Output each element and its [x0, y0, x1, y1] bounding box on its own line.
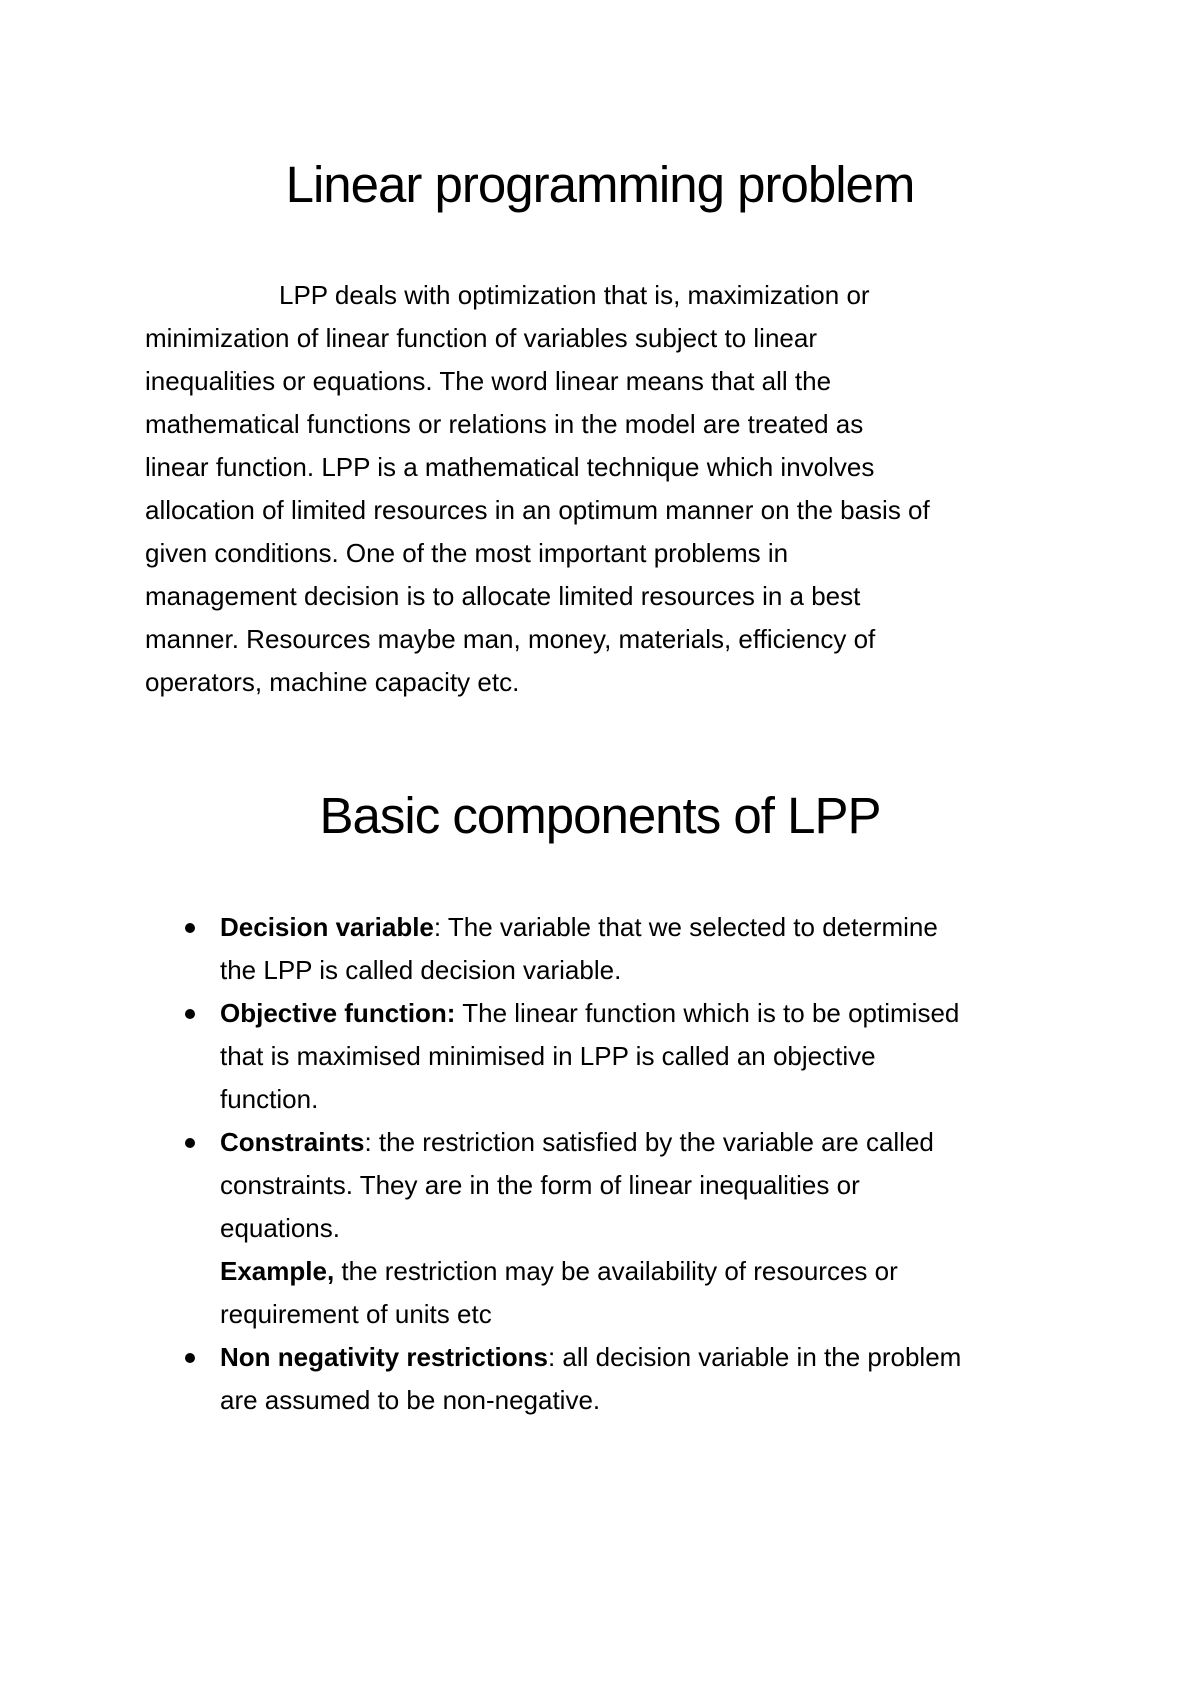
intro-line: given conditions. One of the most important problems in — [145, 538, 789, 568]
section-title: Basic components of LPP — [319, 787, 881, 844]
definition-text: The variable that we selected to determine — [441, 912, 938, 942]
intro-line: manner. Resources maybe man, money, materials, efficiency of — [145, 624, 876, 654]
list-item-line: that is maximised minimised in LPP is called an objective — [220, 1041, 876, 1071]
definition-text: the restriction satisfied by the variable are called — [371, 1127, 934, 1157]
list-item-line: constraints. They are in the form of linear inequalities or — [220, 1170, 860, 1200]
example-line: requirement of units etc — [220, 1299, 492, 1329]
list-item-line — [220, 906, 1080, 949]
example-label: Example, — [220, 1256, 335, 1286]
intro-line: minimization of linear function of variables subject to linear — [145, 323, 818, 353]
bullet-icon — [185, 1138, 195, 1148]
intro-line: management decision is to allocate limited resources in a best — [145, 581, 861, 611]
definition-text: all decision variable in the problem — [555, 1342, 962, 1372]
intro-line: mathematical functions or relations in the model are treated as — [145, 409, 864, 439]
list-item-line — [220, 992, 1080, 1035]
list-item-constraints — [0, 1121, 1080, 1336]
bullet-icon — [185, 923, 195, 933]
intro-line: operators, machine capacity etc. — [145, 667, 520, 697]
intro-line: LPP deals with optimization that is, maximization or — [279, 280, 870, 310]
list-item-line — [220, 1336, 1080, 1379]
intro-line: allocation of limited resources in an optimum manner on the basis of — [145, 495, 930, 525]
term-label: Constraints — [220, 1127, 365, 1157]
list-item-line: function. — [220, 1084, 319, 1114]
list-item-line — [220, 1121, 1080, 1164]
term-separator: : — [433, 912, 442, 942]
list-item-line: equations. — [220, 1213, 340, 1243]
term-label: Objective function: — [220, 998, 456, 1028]
list-item-line: are assumed to be non-negative. — [220, 1385, 601, 1415]
intro-paragraph — [145, 274, 1075, 704]
term-label: Non negativity restrictions — [220, 1342, 548, 1372]
term-label: Decision variable — [220, 912, 434, 942]
list-item-line: the LPP is called decision variable. — [220, 955, 622, 985]
bullet-icon — [185, 1353, 195, 1363]
definition-text: The linear function which is to be optimised — [455, 998, 960, 1028]
page-title: Linear programming problem — [285, 156, 915, 213]
list-item-non-negativity — [0, 1336, 1080, 1422]
term-separator: : — [364, 1127, 372, 1157]
intro-line: inequalities or equations. The word linear means that all the — [145, 366, 832, 396]
list-item-objective-function — [0, 992, 1080, 1121]
bullet-icon — [185, 1009, 195, 1019]
example-text: the restriction may be availability of resources or — [334, 1256, 898, 1286]
term-separator: : — [547, 1342, 556, 1372]
intro-line: linear function. LPP is a mathematical technique which involves — [145, 452, 875, 482]
list-item-decision-variable — [0, 906, 1080, 992]
components-list — [0, 906, 1200, 1422]
example-line — [220, 1250, 1080, 1293]
